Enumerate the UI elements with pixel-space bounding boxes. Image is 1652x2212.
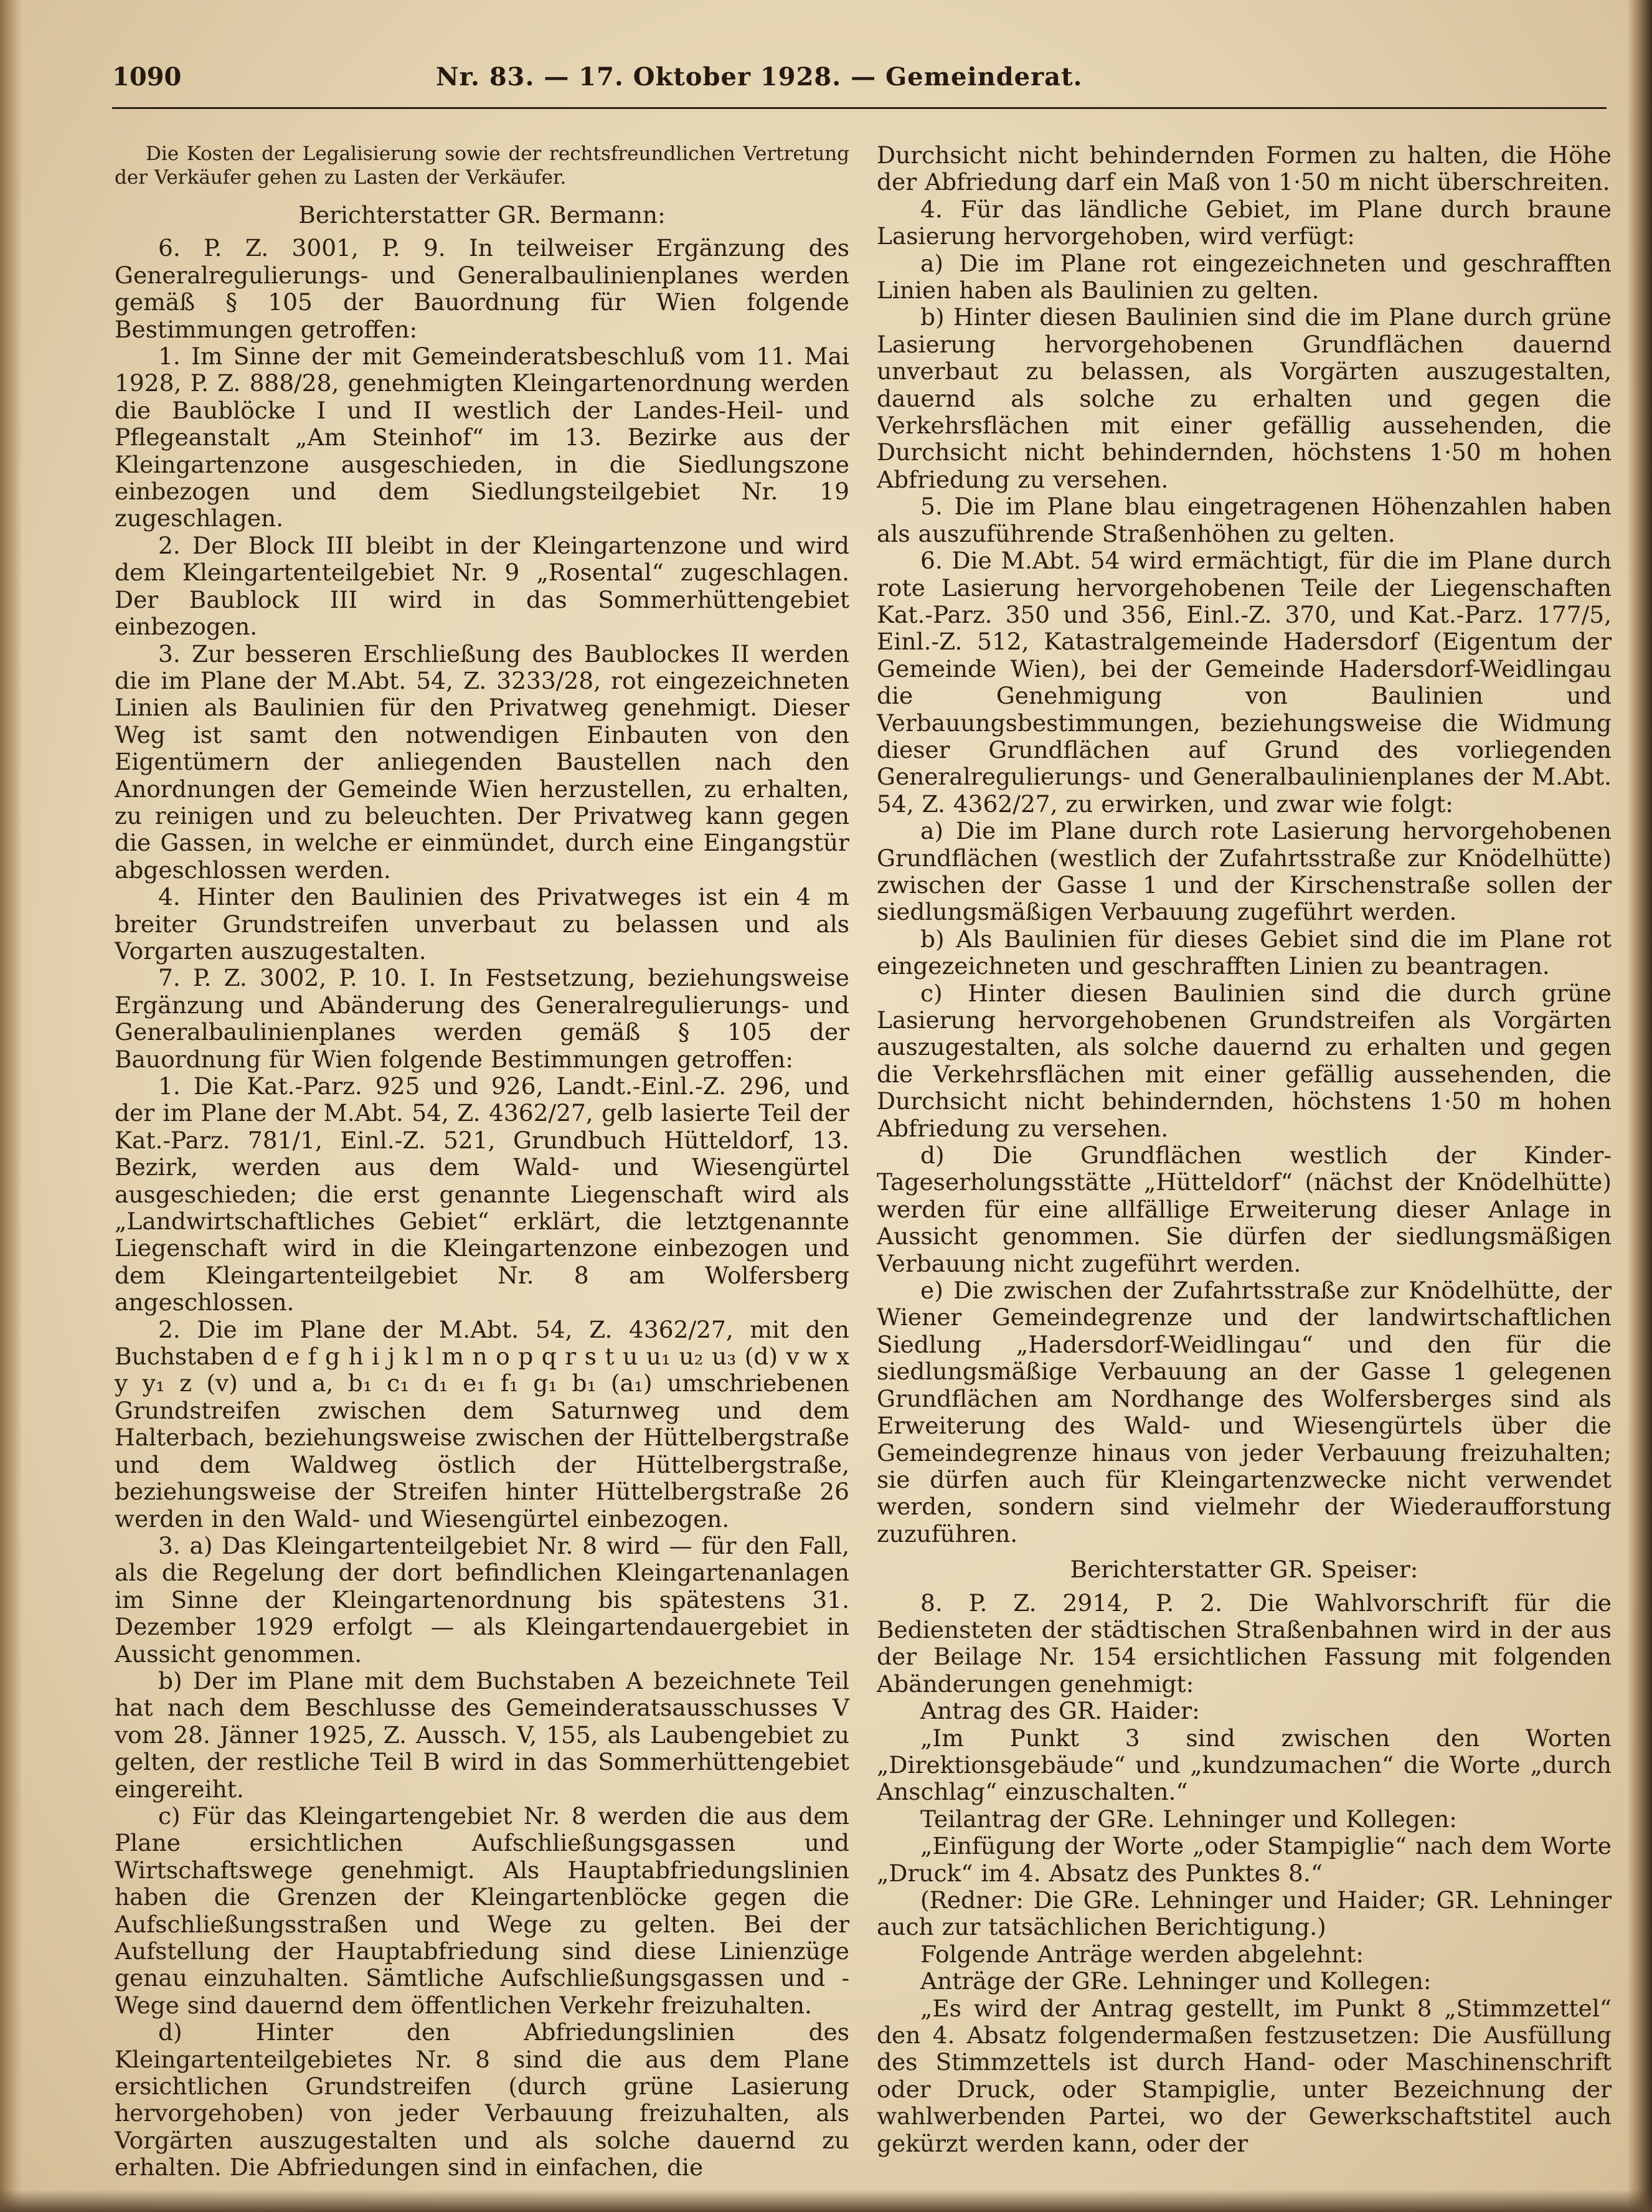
paragraph: d) Die Grundflächen westlich der Kinder-Tageserholungsstätte „Hütteldorf“ (nächst der Knödelhütte) werden für eine allfällige Erweiterung dieser Anlage in Aussicht genommen. Sie dürfen der siedlungsmäßigen Verbauung nicht zugeführt werden. bbox=[877, 1141, 1612, 1277]
paragraph: 3. Zur besseren Erschließung des Baublockes II werden die im Plane der M.Abt. 54, Z. 3233/28, rot eingezeichneten Linien als Baulinien für den Privatweg genehmigt. Dieser Weg ist samt den notwendigen Einbauten von den Eigentümern der anliegenden Baustellen nach den Anordnungen der Gemeinde Wien herzustellen, zu erhalten, zu reinigen und zu beleuchten. Der Privatweg kann gegen die Gassen, in welche er einmündet, durch eine Eingangstür abgeschlossen werden. bbox=[115, 640, 849, 884]
paragraph: Antrag des GR. Haider: bbox=[920, 1697, 1200, 1725]
footnote-paragraph: Die Kosten der Legalisierung sowie der rechtsfreundlichen Vertretung der Verkäufer gehen zu Lasten der Verkäufer. bbox=[115, 143, 849, 189]
paragraph: a) Die im Plane durch rote Lasierung hervorgehobenen Grundflächen (westlich der Zufahrtsstraße zur Knödelhütte) zwischen der Gasse 1 und der Kirschenstraße sollen der siedlungsmäßigen Verbauung zugeführt werden. bbox=[877, 817, 1612, 926]
paragraph: b) Als Baulinien für dieses Gebiet sind die im Plane rot eingezeichneten und geschrafften Linien zu beantragen. bbox=[877, 925, 1612, 980]
paragraph: 6. Die M.Abt. 54 wird ermächtigt, für die im Plane durch rote Lasierung hervorgehobenen Teile der Liegenschaften Kat.-Parz. 350 und 356, Einl.-Z. 370, und Kat.-Parz. 177/5, Einl.-Z. 512, Katastralgemeinde Hadersdorf (Eigentum der Gemeinde Wien), bei der Gemeinde Hadersdorf-Weidlingau die Genehmigung von Baulinien und Verbauungsbestimmungen, beziehungsweise die Widmung dieser Grundflächen auf Grund des vorliegenden Generalregulierungs- und Generalbaulinienplanes der M.Abt. 54, Z. 4362/27, zu erwirken, und zwar wie folgt: bbox=[877, 547, 1612, 818]
paragraph: 2. Die im Plane der M.Abt. 54, Z. 4362/27, mit den Buchstaben d e f g h i j k l m n o p q r s t u u₁ u₂ u₃ (d) v w x y y₁ z (v) und a, b₁ c₁ d₁ e₁ f₁ g₁ b₁ (a₁) umschriebenen Grundstreifen zwischen dem Saturnweg und dem Halterbach, beziehungsweise zwischen der Hüttelbergstraße und dem Waldweg östlich der Hüttelbergstraße, beziehungsweise der Streifen hinter Hüttelbergstraße 26 werden in den Wald- und Wiesengürtel einbezogen. bbox=[115, 1315, 849, 1533]
section-heading: Berichterstatter GR. Bermann: bbox=[298, 201, 666, 229]
paragraph: a) Die im Plane rot eingezeichneten und geschrafften Linien haben als Baulinien zu gelten. bbox=[877, 249, 1612, 305]
paragraph: Durchsicht nicht behindernden Formen zu halten, die Höhe der Abfriedung darf ein Maß von 1·50 m nicht überschreiten. bbox=[877, 141, 1612, 196]
page-edge-left bbox=[0, 0, 22, 2212]
paragraph: Teilantrag der GRe. Lehninger und Kollegen: bbox=[920, 1805, 1457, 1833]
paragraph: 6. P. Z. 3001, P. 9. In teilweiser Ergänzung des Generalregulierungs- und Generalbaulinienplanes werden gemäß § 105 der Bauordnung für Wien folgende Bestimmungen getroffen: bbox=[115, 234, 849, 343]
paragraph: d) Hinter den Abfriedungslinien des Kleingartenteilgebietes Nr. 8 sind die aus dem Plane ersichtlichen Grundstreifen (durch grüne Lasierung hervorgehoben) von jeder Verbauung freizuhalten, als Vorgärten auszugestalten und als solche dauernd zu erhalten. Die Abfriedungen sind in einfachen, die bbox=[115, 2018, 849, 2181]
paragraph: 7. P. Z. 3002, P. 10. I. In Festsetzung, beziehungsweise Ergänzung und Abänderung des Generalregulierungs- und Generalbaulinienplanes werden gemäß § 105 der Bauordnung für Wien folgende Bestimmungen getroffen: bbox=[115, 964, 849, 1073]
paragraph: 5. Die im Plane blau eingetragenen Höhenzahlen haben als auszuführende Straßenhöhen zu gelten. bbox=[877, 493, 1612, 547]
page-edge-bottom bbox=[0, 2190, 1652, 2212]
paragraph: Folgende Anträge werden abgelehnt: bbox=[920, 1940, 1364, 1968]
paragraph: b) Hinter diesen Baulinien sind die im Plane durch grüne Lasierung hervorgehobenen Grundflächen dauernd unverbaut zu belassen, als Vorgärten auszugestalten, dauernd als solche zu erhalten und gegen die Verkehrsflächen mit einer gefällig aussehenden, die Durchsicht nicht behindernden, höchstens 1·50 m hohen Abfriedung zu versehen. bbox=[877, 303, 1612, 493]
paragraph: Anträge der GRe. Lehninger und Kollegen: bbox=[920, 1967, 1432, 1995]
page-header bbox=[112, 62, 1146, 106]
paragraph: e) Die zwischen der Zufahrtsstraße zur Knödelhütte, der Wiener Gemeindegrenze und der landwirtschaftlichen Siedlung „Hadersdorf-Weidlingau“ und den für die siedlungsmäßige Verbauung an der Gasse 1 gelegenen Grundflächen am Nordhange des Wolfersberges sind als Erweiterung des Wald- und Wiesengürtels über die Gemeindegrenze hinaus von jeder Verbauung freizuhalten; sie dürfen auch für Kleingartenzwecke nicht verwendet werden, sondern sind vielmehr der Wiederaufforstung zuzuführen. bbox=[877, 1277, 1612, 1548]
paragraph: 8. P. Z. 2914, P. 2. Die Wahlvorschrift für die Bediensteten der städtischen Straßenbahnen wird in der aus der Beilage Nr. 154 ersichtlichen Fassung mit folgenden Abänderungen genehmigt: bbox=[877, 1589, 1612, 1698]
paragraph: c) Hinter diesen Baulinien sind die durch grüne Lasierung hervorgehobenen Grundstreifen als Vorgärten auszugestalten, als solche dauernd zu erhalten und gegen die Verkehrsflächen mit einer gefällig aussehenden, die Durchsicht nicht behindernden, höchstens 1·50 m hohen Abfriedung zu versehen. bbox=[877, 979, 1612, 1142]
paragraph: 2. Der Block III bleibt in der Kleingartenzone und wird dem Kleingartenteilgebiet Nr. 9 „Rosental“ zugeschlagen. Der Baublock III wird in das Sommerhüttengebiet einbezogen. bbox=[115, 531, 849, 641]
paragraph: 4. Für das ländliche Gebiet, im Plane durch braune Lasierung hervorgehoben, wird verfügt: bbox=[877, 195, 1612, 250]
paragraph: 4. Hinter den Baulinien des Privatweges ist ein 4 m breiter Grundstreifen unverbaut zu belassen und als Vorgarten auszugestalten. bbox=[115, 883, 849, 965]
text-column-left bbox=[115, 142, 849, 2181]
paragraph: 1. Im Sinne der mit Gemeinderatsbeschluß vom 11. Mai 1928, P. Z. 888/28, genehmigten Kleingartenordnung werden die Baublöcke I und II westlich der Landes-Heil- und Pflegeanstalt „Am Steinhof“ im 13. Bezirke aus der Kleingartenzone ausgeschieden, in die Siedlungszone einbezogen und dem Siedlungsteilgebiet Nr. 19 zugeschlagen. bbox=[115, 343, 849, 532]
running-head: Nr. 83. — 17. Oktober 1928. — Gemeinderat. bbox=[436, 62, 1083, 92]
paragraph: 3. a) Das Kleingartenteilgebiet Nr. 8 wird — für den Fall, als die Regelung der dort befindlichen Kleingartenanlagen im Sinne der Kleingartenordnung bis spätestens 31. Dezember 1929 erfolgt — als Kleingartendauergebiet in Aussicht genommen. bbox=[115, 1531, 849, 1668]
header-rule bbox=[112, 107, 1607, 109]
text-column-right bbox=[877, 142, 1612, 2157]
paragraph: 1. Die Kat.-Parz. 925 und 926, Landt.-Einl.-Z. 296, und der im Plane der M.Abt. 54, Z. 4362/27, gelb lasierte Teil der Kat.-Parz. 781/1, Einl.-Z. 521, Grundbuch Hütteldorf, 13. Bezirk, werden aus dem Wald- und Wiesengürtel ausgeschieden; die erst genannte Liegenschaft wird als „Landwirtschaftliches Gebiet“ erklärt, die letztgenannte Liegenschaft wird in die Kleingartenzone einbezogen und dem Kleingartenteilgebiet Nr. 8 am Wolfersberg angeschlossen. bbox=[115, 1072, 849, 1316]
paragraph: (Redner: Die GRe. Lehninger und Haider; GR. Lehninger auch zur tatsächlichen Berichtigung.) bbox=[877, 1886, 1612, 1941]
paragraph: b) Der im Plane mit dem Buchstaben A bezeichnete Teil hat nach dem Beschlusse des Gemeinderatsausschusses V vom 28. Jänner 1925, Z. Aussch. V, 155, als Laubengebiet zu gelten, der restliche Teil B wird in das Sommerhüttengebiet eingereiht. bbox=[115, 1666, 849, 1803]
paragraph: „Einfügung der Worte „oder Stampiglie“ nach dem Worte „Druck“ im 4. Absatz des Punktes 8.“ bbox=[877, 1832, 1612, 1887]
page-number: 1090 bbox=[112, 62, 182, 92]
paragraph: „Es wird der Antrag gestellt, im Punkt 8 „Stimmzettel“ den 4. Absatz folgendermaßen festzusetzen: Die Ausfüllung des Stimmzettels ist durch Hand- oder Maschinenschrift oder Druck, oder Stampiglie, unter Bezeichnung der wahlwerbenden Partei, wo der Gewerkschaftstitel auch gekürzt werden kann, oder der bbox=[877, 1994, 1612, 2157]
page-edge-right bbox=[1627, 0, 1652, 2212]
section-heading: Berichterstatter GR. Speiser: bbox=[1070, 1556, 1418, 1584]
paragraph: c) Für das Kleingartengebiet Nr. 8 werden die aus dem Plane ersichtlichen Aufschließungsgassen und Wirtschaftswege genehmigt. Als Hauptabfriedungslinien haben die Grenzen der Kleingartenblöcke gegen die Aufschließungsstraßen und Wege zu gelten. Bei der Aufstellung der Hauptabfriedung sind diese Linienzüge genau einzuhalten. Sämtliche Aufschließungsgassen und -Wege sind dauernd dem öffentlichen Verkehr freizuhalten. bbox=[115, 1802, 849, 2019]
paragraph: „Im Punkt 3 sind zwischen den Worten „Direktionsgebäude“ und „kundzumachen“ die Worte „durch Anschlag“ einzuschalten.“ bbox=[877, 1724, 1612, 1806]
